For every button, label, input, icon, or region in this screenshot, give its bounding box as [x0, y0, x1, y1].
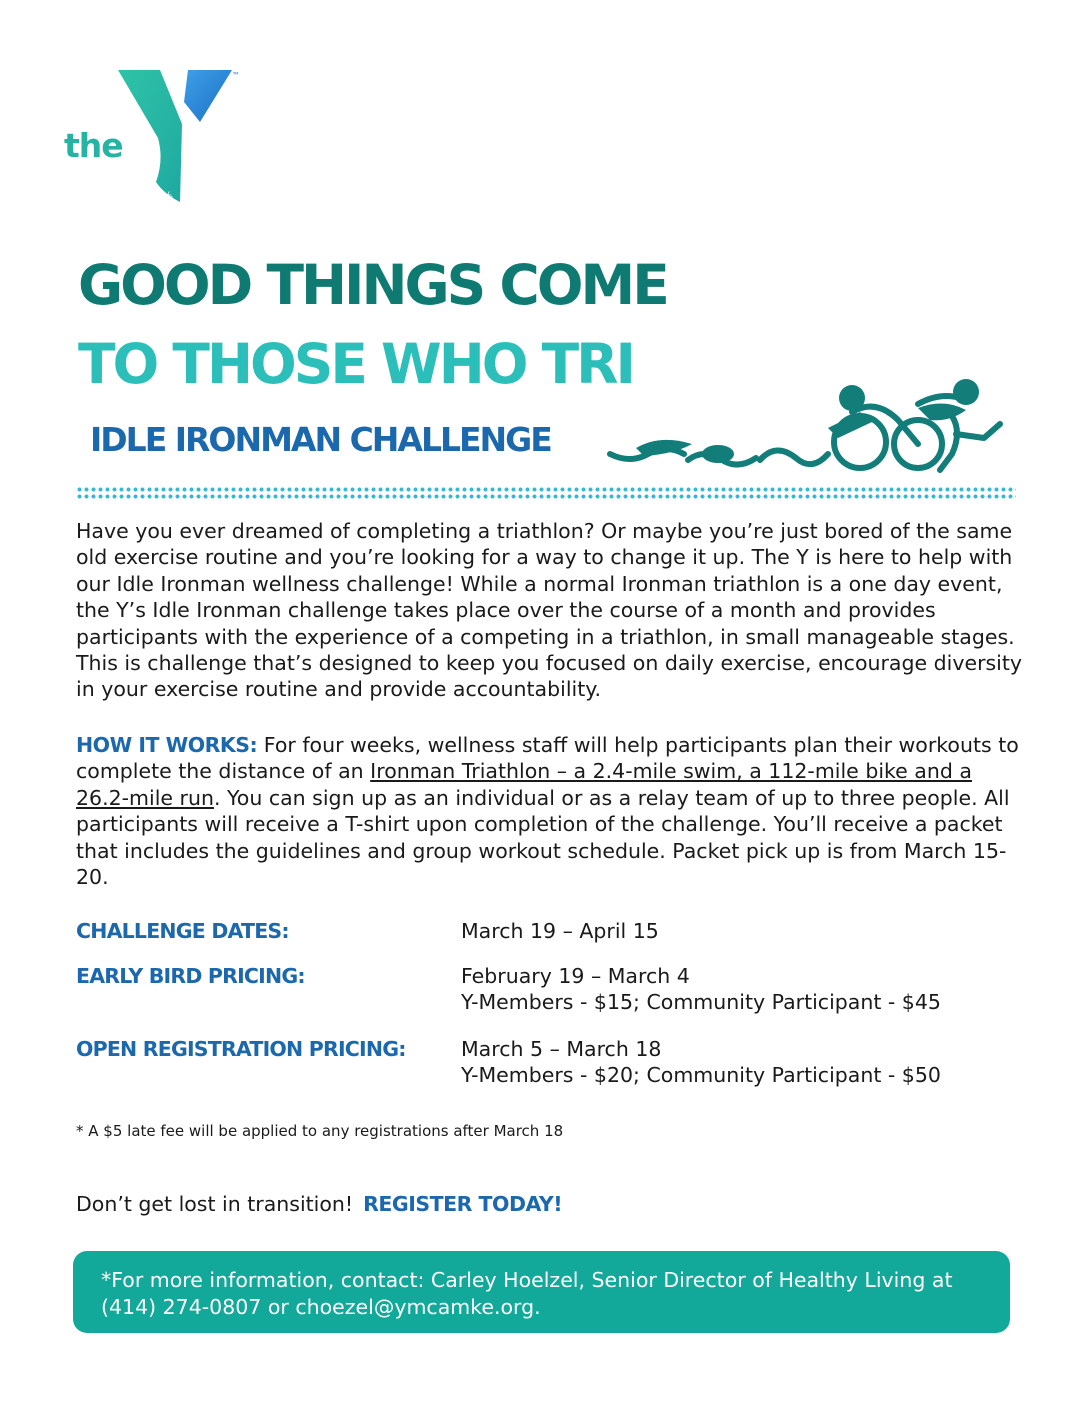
late-fee-note: * A $5 late fee will be applied to any registrations after March 18: [76, 1122, 564, 1140]
svg-text:™: ™: [232, 71, 240, 80]
call-to-action: [76, 1192, 562, 1216]
open-registration-label: OPEN REGISTRATION PRICING:: [76, 1037, 406, 1061]
contact-box: [73, 1251, 1010, 1333]
how-it-works-text-2: . You can sign up as an individual or as a relay team of up to three people. All participants will receive a T-shirt upon completion of the challenge. You’ll receive a packet that includes the guidelines and group workout schedule. Packet pick up is from March 15-20.: [76, 785, 1010, 890]
how-it-works-paragraph: [76, 732, 1026, 890]
open-registration-prices: Y-Members - $20; Community Participant - $50: [461, 1063, 941, 1088]
early-bird-label: EARLY BIRD PRICING:: [76, 964, 305, 988]
challenge-dates-label: CHALLENGE DATES:: [76, 919, 289, 943]
how-it-works-text-1: For four weeks, wellness staff will help participants plan their workouts to complete the distance of an: [76, 733, 1019, 784]
ymca-wordmark: YMCA: [162, 190, 182, 210]
challenge-dates-value: March 19 – April 15: [461, 919, 659, 943]
logo-word: the: [64, 126, 123, 165]
ironman-distance-text: Ironman Triathlon – a 2.4-mile swim, a 112-mile bike and a 26.2-mile run: [76, 759, 972, 810]
challenge-title: IDLE IRONMAN CHALLENGE: [90, 420, 551, 459]
register-today-link[interactable]: REGISTER TODAY!: [363, 1192, 563, 1216]
early-bird-prices: Y-Members - $15; Community Participant - $45: [461, 990, 941, 1015]
intro-paragraph: Have you ever dreamed of completing a triathlon? Or maybe you’re just bored of the same old exercise routine and you’re looking for a way to change it up. The Y is here to help with our Idle Ironman wellness challenge! While a normal Ironman triathlon is a one day event, the Y’s Idle Ironman challenge takes place over the course of a month and provides participants with the experience of a competing in a triathlon, in small manageable stages. This is challenge that’s designed to keep you focused on daily exercise, encourage diversity in your exercise routine and provide accountability.: [76, 519, 1023, 702]
headline-line-2: TO THOSE WHO TRI: [78, 332, 633, 396]
cta-text: Don’t get lost in transition!: [76, 1192, 354, 1216]
dotted-divider: [76, 486, 1016, 500]
contact-info: *For more information, contact: Carley Hoelzel, Senior Director of Healthy Living at (414) 274-0807 or choezel@ymcamke.org.: [101, 1268, 953, 1319]
headline-line-1: GOOD THINGS COME: [78, 253, 667, 317]
how-it-works-label: HOW IT WORKS:: [76, 733, 258, 757]
open-registration-dates: March 5 – March 18: [461, 1037, 662, 1061]
triathlon-icon: [600, 368, 1005, 480]
early-bird-dates: February 19 – March 4: [461, 964, 690, 988]
triathlon-figures: [600, 368, 1005, 480]
